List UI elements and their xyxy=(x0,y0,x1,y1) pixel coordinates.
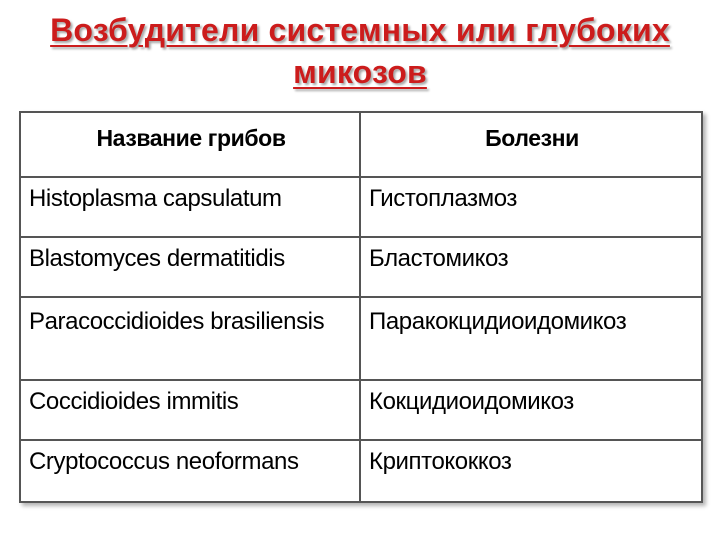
species-cell: Histoplasma capsulatum xyxy=(20,177,360,237)
species-cell: Cryptococcus neoformans xyxy=(20,440,360,502)
table-row xyxy=(20,440,702,502)
table-row xyxy=(20,237,702,297)
species-cell: Blastomyces dermatitidis xyxy=(20,237,360,297)
header-diseases: Болезни xyxy=(360,112,702,177)
title-line-2: микозов xyxy=(293,54,427,90)
disease-cell: Паракокцидиоидомикоз xyxy=(360,297,702,380)
title-line-1: Возбудители системных или глубоких xyxy=(50,12,670,48)
table-row xyxy=(20,177,702,237)
header-fungi-name: Название грибов xyxy=(20,112,360,177)
table-row xyxy=(20,297,702,380)
disease-cell: Бластомикоз xyxy=(360,237,702,297)
species-cell: Paracoccidioides brasiliensis xyxy=(20,297,360,380)
disease-cell: Гистоплазмоз xyxy=(360,177,702,237)
disease-cell: Криптококкоз xyxy=(360,440,702,502)
table-row xyxy=(20,380,702,440)
table-header-row xyxy=(20,112,702,177)
fungi-diseases-table xyxy=(19,111,703,503)
disease-cell: Кокцидиоидомикоз xyxy=(360,380,702,440)
page-title xyxy=(0,10,720,92)
species-cell: Coccidioides immitis xyxy=(20,380,360,440)
